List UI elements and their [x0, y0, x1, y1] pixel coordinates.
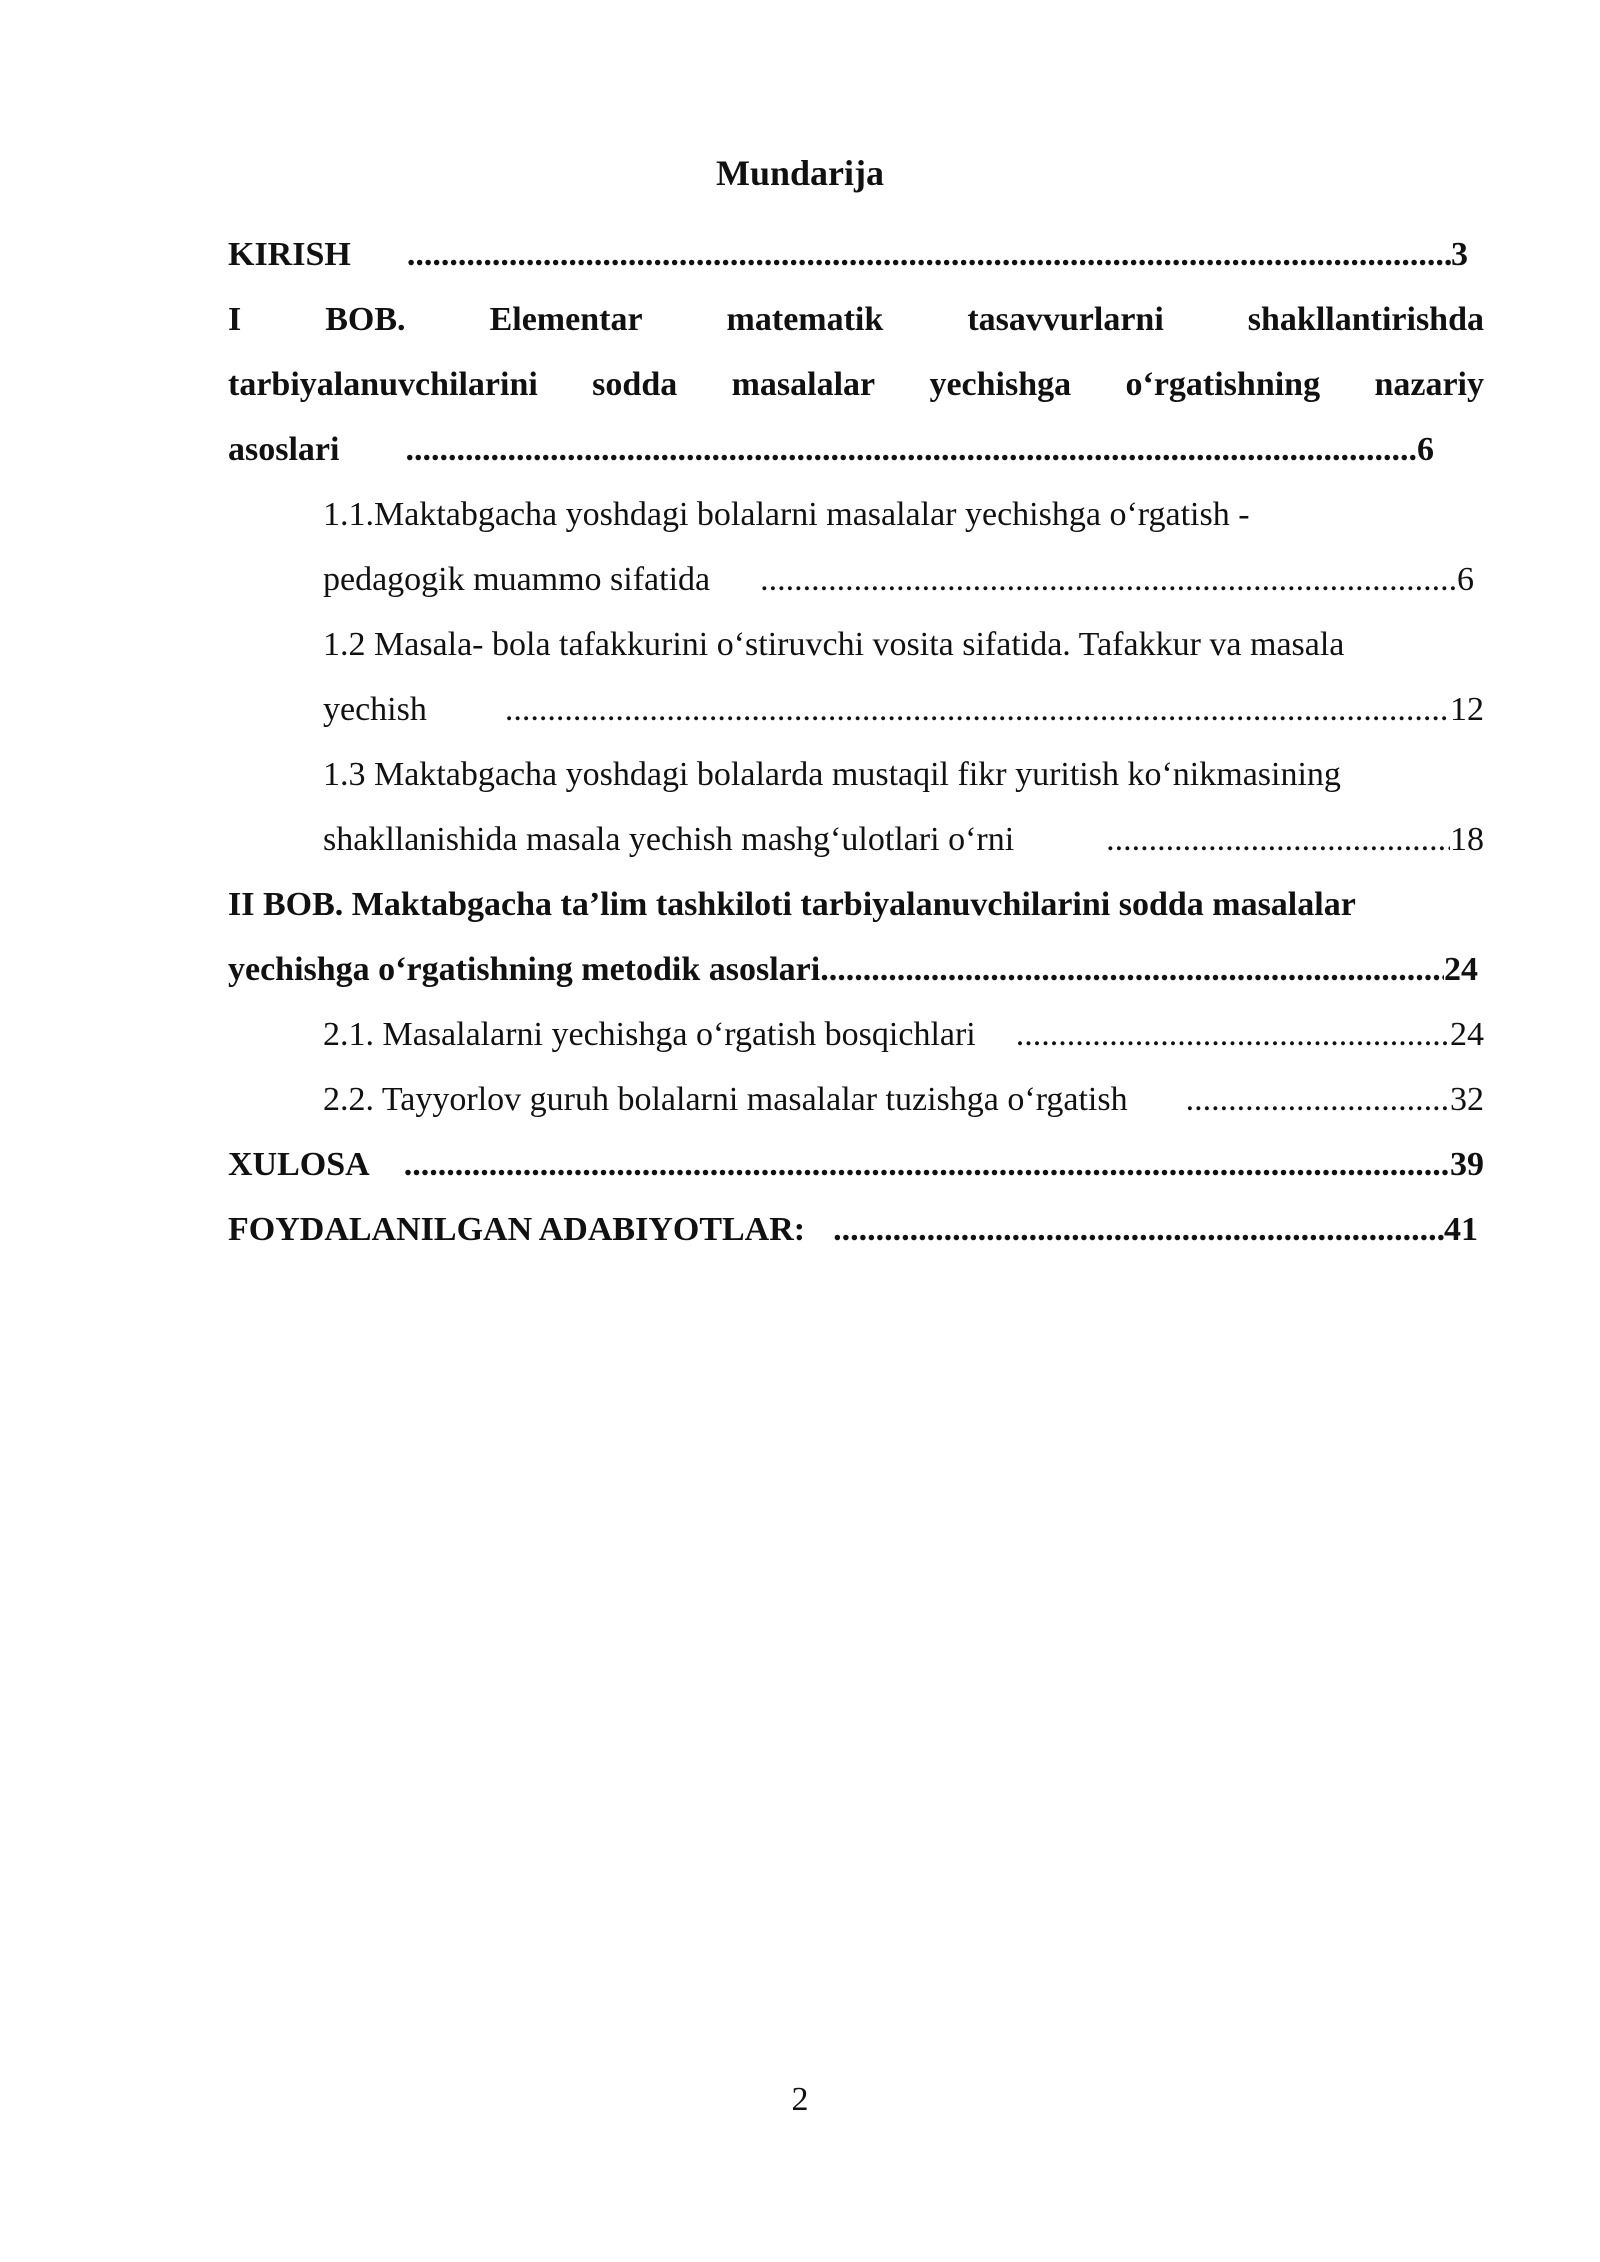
word: I: [228, 301, 242, 338]
word: BOB.: [325, 301, 406, 338]
toc-entry-bob2-line2[interactable]: [228, 937, 1484, 1002]
toc-entry-label: KIRISH: [228, 236, 351, 273]
toc-entry-label: 1.3 Maktabgacha yoshdagi bolalarda mustaqil fikr yuritish ko‘nikmasining: [323, 756, 1341, 793]
table-of-contents: [228, 222, 1484, 1262]
toc-entry-xulosa[interactable]: [228, 1132, 1484, 1197]
toc-entry-label: 2.2. Tayyorlov guruh bolalarni masalalar tuzishga o‘rgatish: [323, 1081, 1128, 1118]
word: nazariy: [1374, 366, 1484, 403]
leader-dots: [407, 222, 1451, 287]
toc-page-number: 32: [1450, 1081, 1484, 1118]
leader-dots: [1186, 1067, 1450, 1132]
word: yechishga: [929, 366, 1072, 403]
leader-dots: [405, 417, 1417, 482]
toc-page-number: 41: [1444, 1211, 1478, 1248]
toc-entry-bob2-line1[interactable]: [228, 872, 1484, 937]
toc-entry-bob1-line3[interactable]: [228, 417, 1484, 482]
toc-entry-label: XULOSA: [228, 1146, 370, 1183]
leader-dots: [1106, 807, 1450, 872]
word: sodda: [592, 366, 678, 403]
word: shakllantirishda: [1247, 301, 1484, 338]
word: o‘rgatishning: [1125, 366, 1321, 403]
leader-dots: [404, 1132, 1450, 1197]
toc-page-number: 18: [1450, 821, 1484, 858]
toc-page-number: 24: [1450, 1016, 1484, 1053]
toc-page-number: 12: [1450, 691, 1484, 728]
leader-dots: [505, 677, 1450, 742]
toc-entry-label: yechishga o‘rgatishning metodik asoslari.: [228, 951, 829, 988]
leader-dots: [829, 937, 1444, 1002]
page-number: 2: [791, 2081, 809, 2118]
toc-entry-1-2-line2[interactable]: [228, 677, 1484, 742]
toc-entry-label: FOYDALANILGAN ADABIYOTLAR:: [228, 1211, 806, 1248]
toc-entry-bob1-line1[interactable]: [228, 287, 1484, 352]
toc-page-number: 24: [1444, 951, 1478, 988]
toc-entry-label: 1.1.Maktabgacha yoshdagi bolalarni masalalar yechishga o‘rgatish -: [323, 496, 1250, 533]
word: Elementar: [489, 301, 643, 338]
toc-entry-kirish[interactable]: [228, 222, 1484, 287]
toc-entry-label: asoslari: [228, 431, 340, 468]
toc-entry-adabiyotlar[interactable]: [228, 1197, 1484, 1262]
toc-page-number: 6: [1417, 431, 1434, 468]
word: matematik: [726, 301, 884, 338]
toc-entry-label: pedagogik muammo sifatida: [323, 561, 711, 598]
toc-page-number: 39: [1450, 1146, 1484, 1183]
toc-entry-label: yechish: [323, 691, 427, 728]
leader-dots: [760, 547, 1457, 612]
word: tasavvurlarni: [967, 301, 1164, 338]
word: masalalar: [731, 366, 876, 403]
toc-entry-2-1[interactable]: [228, 1002, 1484, 1067]
toc-entry-1-3-line1[interactable]: [228, 742, 1484, 807]
leader-dots: [833, 1197, 1444, 1262]
toc-title: Mundarija: [715, 153, 884, 193]
toc-entry-bob1-line2[interactable]: [228, 352, 1484, 417]
toc-entry-label: shakllanishida masala yechish mashg‘ulotlari o‘rni: [323, 821, 1015, 858]
toc-entry-1-2-line1[interactable]: [228, 612, 1484, 677]
toc-entry-label: 2.1. Masalalarni yechishga o‘rgatish bosqichlari: [323, 1016, 976, 1053]
word: tarbiyalanuvchilarini: [228, 366, 538, 403]
toc-page-number: 3: [1451, 236, 1468, 273]
toc-entry-label: II BOB. Maktabgacha ta’lim tashkiloti tarbiyalanuvchilarini sodda masalalar: [228, 886, 1356, 923]
toc-page-number: 6: [1457, 561, 1474, 598]
leader-dots: [1016, 1002, 1450, 1067]
toc-entry-1-1-line2[interactable]: [228, 547, 1484, 612]
toc-entry-label: 1.2 Masala- bola tafakkurini o‘stiruvchi vosita sifatida. Tafakkur va masala: [323, 626, 1345, 663]
toc-entry-1-1-line1[interactable]: [228, 482, 1484, 547]
toc-entry-1-3-line2[interactable]: [228, 807, 1484, 872]
toc-entry-2-2[interactable]: [228, 1067, 1484, 1132]
